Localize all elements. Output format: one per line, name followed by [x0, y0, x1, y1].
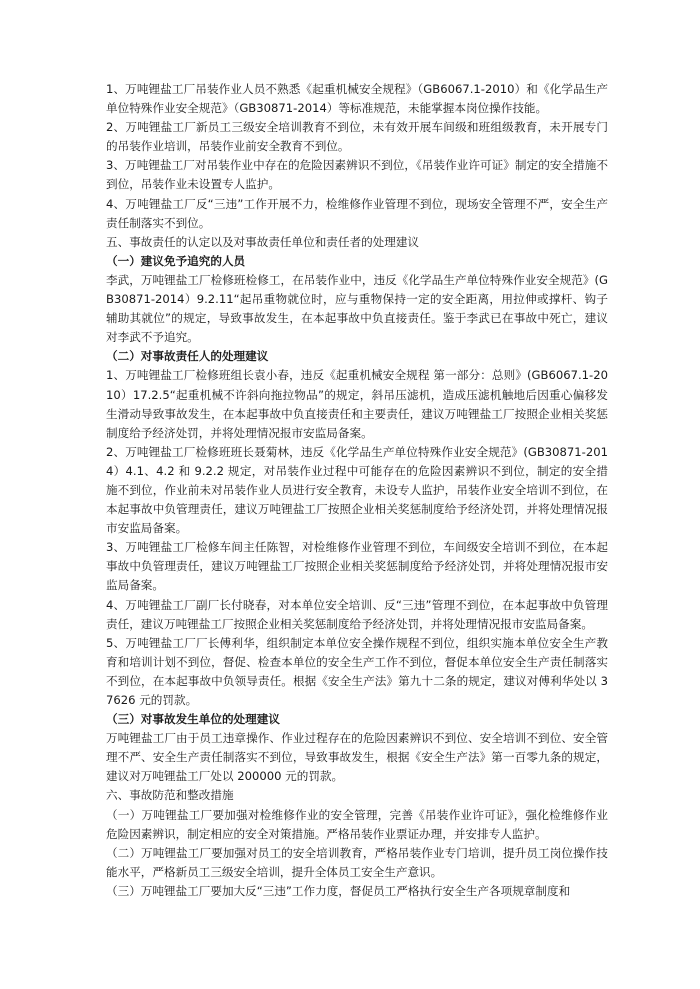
paragraph-responsible-4: 4、万吨锂盐工厂副厂长付晓春，对本单位安全培训、反“三违”管理不到位，在本起事故中负管理责任，建议万吨锂盐工厂按照企业相关奖惩制度给予经济处罚，并将处理情况报市安监局备案。	[106, 597, 608, 631]
paragraph-cause-1: 1、万吨锂盐工厂吊装作业人员不熟悉《起重机械安全规程》（GB6067.1-2010）和《化学品生产单位特殊作业安全规范》（GB30871-2014）等标准规范，未能掌握本岗位操作技能。	[106, 82, 608, 116]
subheading-exempt-persons: （一）建议免予追究的人员	[106, 253, 246, 268]
paragraph-cause-4: 4、万吨锂盐工厂反“三违”工作开展不力，检维修作业管理不到位，现场安全管理不严，安全生产责任制落实不到位。	[106, 196, 608, 230]
paragraph-responsible-5: 5、万吨锂盐工厂厂长傅利华，组织制定本单位安全操作规程不到位，组织实施本单位安全生产教育和培训计划不到位，督促、检查本单位的安全生产工作不到位，督促本单位安全生产责任制落实不到位，在本起事故中负领导责任。根据《安全生产法》第九十二条的规定，建议对傅利华处以 37626 元的罚款。	[106, 635, 608, 707]
paragraph-cause-3: 3、万吨锂盐工厂对吊装作业中存在的危险因素辨识不到位，《吊装作业许可证》制定的安全措施不到位，吊装作业未设置专人监护。	[106, 158, 608, 192]
section-heading-six: 六、事故防范和整改措施	[106, 788, 234, 803]
paragraph-responsible-1: 1、万吨锂盐工厂检修班组长袁小春，违反《起重机械安全规程 第一部分：总则》(GB6067.1-2010）17.2.5“起重机械不许斜向拖拉物品”的规定，斜吊压滤机，造成压滤机触地后因重心偏移发生滑动导致事故发生，在本起事故中负直接责任和主要责任，建议万吨锂盐工厂按照企业相关奖惩制度给予经济处罚，并将处理情况报市安监局备案。	[106, 368, 608, 440]
paragraph-measure-3: （三）万吨锂盐工厂要加大反“三违”工作力度，督促员工严格执行安全生产各项规章制度和	[106, 883, 571, 898]
subheading-responsible-persons: （二）对事故责任人的处理建议	[106, 349, 269, 364]
subheading-unit-handling: （三）对事故发生单位的处理建议	[106, 712, 280, 727]
paragraph-li-wu: 李武，万吨锂盐工厂检修班检修工，在吊装作业中，违反《化学品生产单位特殊作业安全规范》(GB30871-2014）9.2.11“起吊重物就位时，应与重物保持一定的安全距离，用拉伸或撑杆、钩子辅助其就位”的规定，导致事故发生，在本起事故中负直接责任。鉴于李武已在事故中死亡，建议对李武不予追究。	[106, 272, 608, 345]
paragraph-cause-2: 2、万吨锂盐工厂新员工三级安全培训教育不到位，未有效开展车间级和班组级教育，未开展专门的吊装作业培训，吊装作业前安全教育不到位。	[106, 120, 608, 154]
paragraph-responsible-2: 2、万吨锂盐工厂检修班班长聂菊林，违反《化学品生产单位特殊作业安全规范》(GB30871-2014）4.1、4.2 和 9.2.2 规定，对吊装作业过程中可能存在的危险因素辨识不到位，制定的安全措施不到位，作业前未对吊装作业人员进行安全教育，未设专人监护，吊装作业安全培训不到位，在本起事故中负管理责任，建议万吨锂盐工厂按照企业相关奖惩制度给予经济处罚，并将处理情况报市安监局备案。	[106, 444, 608, 536]
paragraph-responsible-3: 3、万吨锂盐工厂检修车间主任陈智，对检维修作业管理不到位，车间级安全培训不到位，在本起事故中负管理责任，建议万吨锂盐工厂按照企业相关奖惩制度给予经济处罚，并将处理情况报市安监局备案。	[106, 540, 608, 593]
section-heading-five: 五、事故责任的认定以及对事故责任单位和责任者的处理建议	[106, 234, 420, 249]
paragraph-unit-penalty: 万吨锂盐工厂由于员工违章操作、作业过程存在的危险因素辨识不到位、安全培训不到位、安全管理不严、安全生产责任制落实不到位，导致事故发生，根据《安全生产法》第一百零九条的规定，建议对万吨锂盐工厂处以 200000 元的罚款。	[106, 731, 608, 784]
paragraph-measure-2: （二）万吨锂盐工厂要加强对员工的安全培训教育，严格吊装作业专门培训，提升员工岗位操作技能水平，严格新员工三级安全培训，提升全体员工安全生产意识。	[106, 845, 608, 879]
paragraph-measure-1: （一）万吨锂盐工厂要加强对检维修作业的安全管理，完善《吊装作业许可证》，强化检维修作业危险因素辨识，制定相应的安全对策措施。严格吊装作业票证办理，并安排专人监护。	[106, 807, 608, 841]
